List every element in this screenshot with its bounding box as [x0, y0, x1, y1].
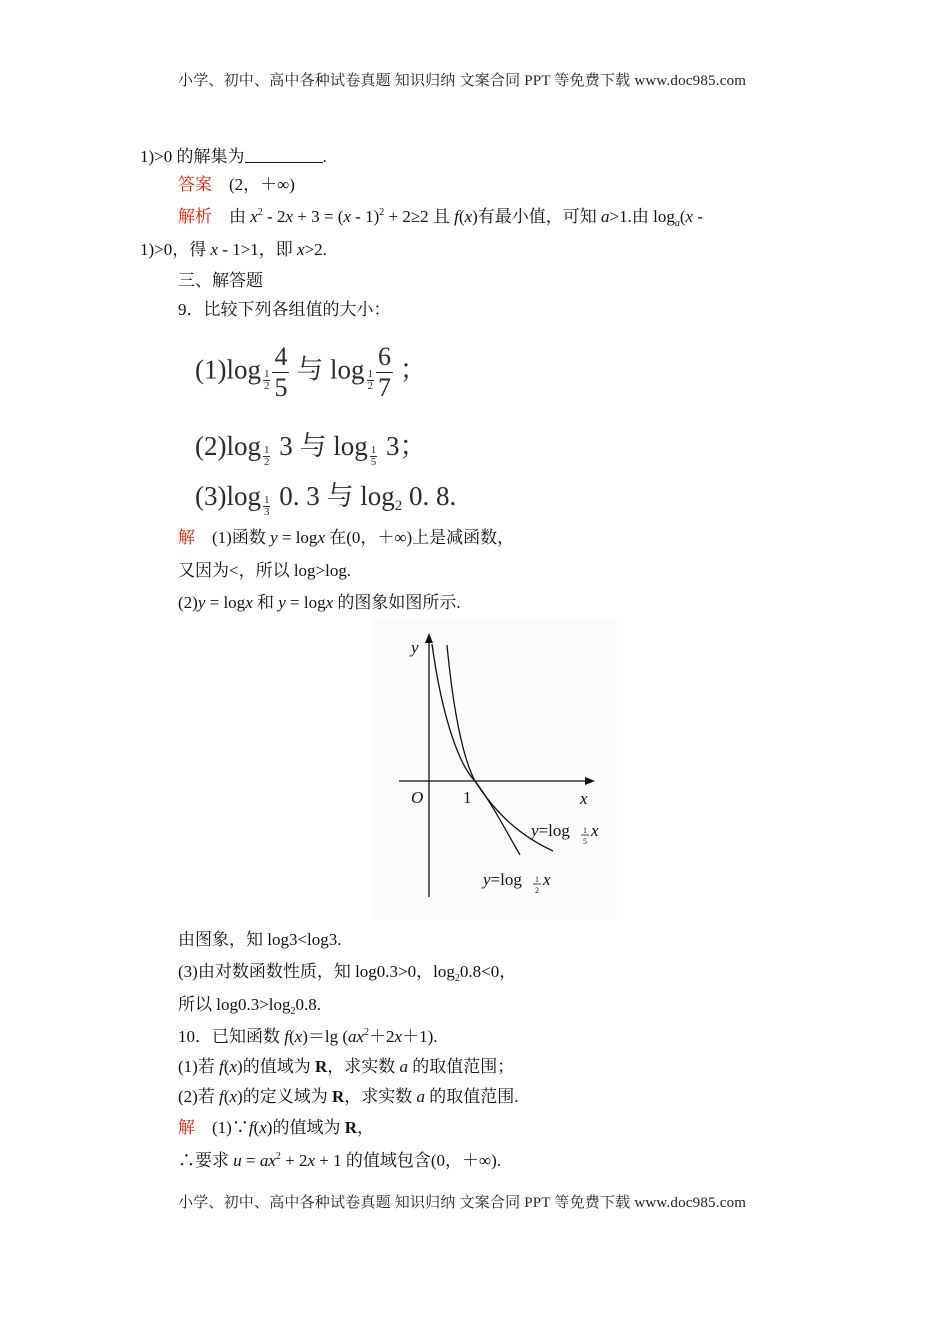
text: 的取值范围.: [424, 1087, 519, 1106]
text: (: [679, 207, 686, 226]
var: x: [464, 207, 473, 226]
log-graph: [373, 619, 617, 919]
q9-solution-line-1: [178, 527, 514, 549]
var: f: [219, 1087, 224, 1106]
base-num: 1: [535, 875, 539, 884]
answer-text: (2，＋∞): [229, 175, 295, 194]
log-base: 2: [290, 1006, 296, 1017]
q9-item-2: [195, 424, 515, 470]
q8-analysis-line-2: [140, 239, 327, 261]
text: = log: [285, 593, 326, 612]
q9-item-1: [195, 344, 515, 404]
set-symbol: R: [344, 1118, 357, 1137]
text: + 2≥2 且: [384, 207, 455, 226]
var: y: [483, 870, 491, 889]
den: 5: [274, 373, 288, 402]
q9-solution-line-5: [178, 961, 516, 983]
exp: 2: [275, 1151, 281, 1162]
page-header: 小学、初中、高中各种试卷真题 知识归纳 文案合同 PPT 等免费下载 www.doc985.com: [178, 73, 747, 89]
set-symbol: R: [331, 1087, 345, 1106]
text: ∴要求: [178, 1151, 234, 1170]
text: (1)函数: [212, 528, 271, 547]
origin-label: O: [411, 788, 424, 807]
num: 4: [274, 342, 288, 371]
var: x: [229, 1087, 238, 1106]
var: f: [219, 1057, 224, 1076]
num: 1: [263, 367, 270, 380]
q8-analysis-line-1: [178, 206, 703, 228]
section-title: 三、解答题: [178, 271, 263, 290]
text: )的值域为: [237, 1057, 315, 1076]
text: (: [253, 1118, 260, 1137]
tick-one-label: 1: [463, 788, 472, 807]
text: )＝lg (: [302, 1027, 348, 1046]
text: 1)>0，得: [140, 240, 211, 259]
text: (3)由对数函数性质，知 log0.3>0，log: [178, 962, 455, 981]
var: x: [294, 1027, 303, 1046]
text: ＋1).: [402, 1027, 438, 1046]
q9-solution-line-2: 又因为<，所以 log>log.: [178, 561, 352, 580]
var: y: [278, 593, 286, 612]
text: ，求实数: [344, 1087, 417, 1106]
x-axis-arrow: [585, 777, 595, 785]
text: - 2: [262, 207, 286, 226]
exp: 2: [257, 207, 263, 218]
var: y: [531, 821, 539, 840]
num: 1: [367, 367, 373, 380]
var: x: [285, 207, 294, 226]
var: ax: [348, 1027, 365, 1046]
q9-solution-line-3: [178, 592, 461, 614]
var: x: [343, 207, 351, 226]
y-axis-arrow: [425, 633, 433, 643]
q9-item-3: [195, 474, 535, 520]
var: f: [284, 1027, 289, 1046]
curve-label-half: [481, 870, 522, 889]
text: >2.: [304, 240, 327, 259]
text: 0.8<0，: [459, 962, 517, 981]
log-base-frac: [263, 445, 271, 468]
base-num: 1: [583, 826, 587, 835]
var: y: [197, 593, 206, 612]
q10-solution-line-1: [178, 1117, 374, 1139]
text: 和: [252, 593, 279, 612]
var: x: [297, 240, 305, 259]
text: (: [458, 207, 465, 226]
log-base-frac: [370, 445, 378, 468]
log-base-frac: [263, 495, 271, 518]
curve-log-half: [432, 644, 520, 855]
var: a: [601, 207, 610, 226]
var: x: [591, 821, 599, 840]
y-axis-label: y: [411, 638, 419, 657]
text: 由: [229, 207, 251, 226]
var: u: [233, 1151, 242, 1170]
q8-answer: [178, 174, 295, 196]
set-symbol: R: [314, 1057, 328, 1076]
var: x: [210, 240, 219, 259]
var: a: [399, 1057, 408, 1076]
log-base: a: [674, 218, 680, 229]
curve-label-fifth: [529, 821, 570, 840]
text: 0. 3 与 log: [272, 481, 395, 511]
text: ，求实数: [327, 1057, 400, 1076]
q10-part-2: [178, 1086, 518, 1108]
q9-stem: 9．比较下列各组值的大小：: [178, 300, 391, 319]
text: =log: [538, 821, 570, 840]
text: 所以 log0.3>log: [178, 995, 291, 1014]
var: f: [248, 1118, 254, 1137]
text: 10．已知函数: [178, 1027, 285, 1046]
log-base-frac: [367, 369, 375, 392]
den: 3: [263, 506, 270, 518]
var: x: [685, 207, 694, 226]
text: 在(0，＋∞)上是减函数，: [324, 528, 515, 547]
den: 2: [263, 456, 270, 468]
text: ；: [393, 354, 427, 385]
num: 1: [263, 494, 270, 506]
solution-label: 解: [178, 1118, 195, 1137]
var: x: [307, 1151, 316, 1170]
text: (: [223, 1087, 230, 1106]
base-den: 5: [583, 837, 587, 846]
analysis-label: 解析: [178, 207, 212, 226]
log-base-frac: [263, 369, 271, 392]
den: 2: [367, 379, 373, 392]
text: 的图象如图所示.: [333, 593, 461, 612]
var: x: [259, 1118, 267, 1137]
text: (3)log: [195, 481, 261, 511]
text: 0. 8.: [402, 481, 457, 511]
base-den: 2: [535, 886, 539, 895]
text: -: [693, 207, 703, 226]
text: )有最小值，可知: [472, 207, 602, 226]
text: = log: [277, 528, 318, 547]
q9-solution-line-6: [178, 994, 321, 1016]
q8-cont-text: 1)>0 的解集为: [140, 147, 245, 166]
var: f: [454, 207, 459, 226]
var: y: [270, 528, 278, 547]
text: 3 与 log: [272, 431, 368, 461]
text: + 1 的值域包含(0，＋∞).: [315, 1151, 502, 1170]
var: x: [245, 593, 253, 612]
q8-continuation: [140, 146, 327, 168]
var: ax: [259, 1151, 276, 1170]
text: )的值域为: [266, 1118, 345, 1137]
var: x: [543, 870, 551, 889]
solution-label: 解: [178, 528, 195, 547]
text: =: [241, 1151, 260, 1170]
text: ＋2: [369, 1027, 395, 1046]
text: (1)若: [178, 1057, 220, 1076]
fraction: [272, 344, 289, 401]
text: + 3 = (: [293, 207, 344, 226]
q10-stem: [178, 1026, 438, 1048]
text: (: [223, 1057, 230, 1076]
text: (1)log: [195, 354, 261, 385]
answer-label: 答案: [178, 175, 212, 194]
num: 1: [263, 444, 270, 456]
text: - 1>1，即: [218, 240, 298, 259]
text: (2): [178, 593, 198, 612]
text: 的取值范围；: [407, 1057, 515, 1076]
text: = log: [205, 593, 246, 612]
var: x: [229, 1057, 238, 1076]
den: 5: [370, 456, 377, 468]
fraction: [376, 344, 393, 401]
graph-svg: [373, 619, 617, 919]
var: x: [325, 593, 334, 612]
var: x: [250, 207, 258, 226]
den: 2: [263, 379, 270, 392]
exp: 2: [379, 207, 385, 218]
text: 0.8.: [295, 995, 322, 1014]
log-base: 2: [394, 498, 403, 514]
var: x: [317, 528, 325, 547]
text: (: [288, 1027, 295, 1046]
x-axis-label: x: [580, 789, 588, 808]
text: )的定义域为: [237, 1087, 332, 1106]
text: (1)∵: [212, 1118, 249, 1137]
exp: 2: [364, 1027, 370, 1038]
log-base: 2: [454, 973, 460, 984]
text: 与 log: [289, 354, 365, 385]
text: >1.由 log: [609, 207, 675, 226]
text: - 1): [350, 207, 380, 226]
q10-solution-line-2: [178, 1150, 501, 1172]
text: =log: [490, 870, 522, 889]
page-footer: 小学、初中、高中各种试卷真题 知识归纳 文案合同 PPT 等免费下载 www.doc985.com: [178, 1195, 747, 1211]
q9-solution-line-4: 由图象，知 log3<log3.: [178, 930, 342, 949]
text: + 2: [280, 1151, 308, 1170]
var: a: [416, 1087, 425, 1106]
num: 6: [378, 342, 391, 371]
text: (2)log: [195, 431, 261, 461]
num: 1: [370, 444, 377, 456]
var: x: [394, 1027, 403, 1046]
text: 3；: [379, 431, 427, 461]
den: 7: [378, 373, 391, 402]
q10-part-1: [178, 1056, 514, 1078]
text: ，: [356, 1118, 374, 1137]
q8-cont-end: .: [322, 147, 327, 166]
answer-blank: [245, 147, 323, 163]
text: (2)若: [178, 1087, 220, 1106]
